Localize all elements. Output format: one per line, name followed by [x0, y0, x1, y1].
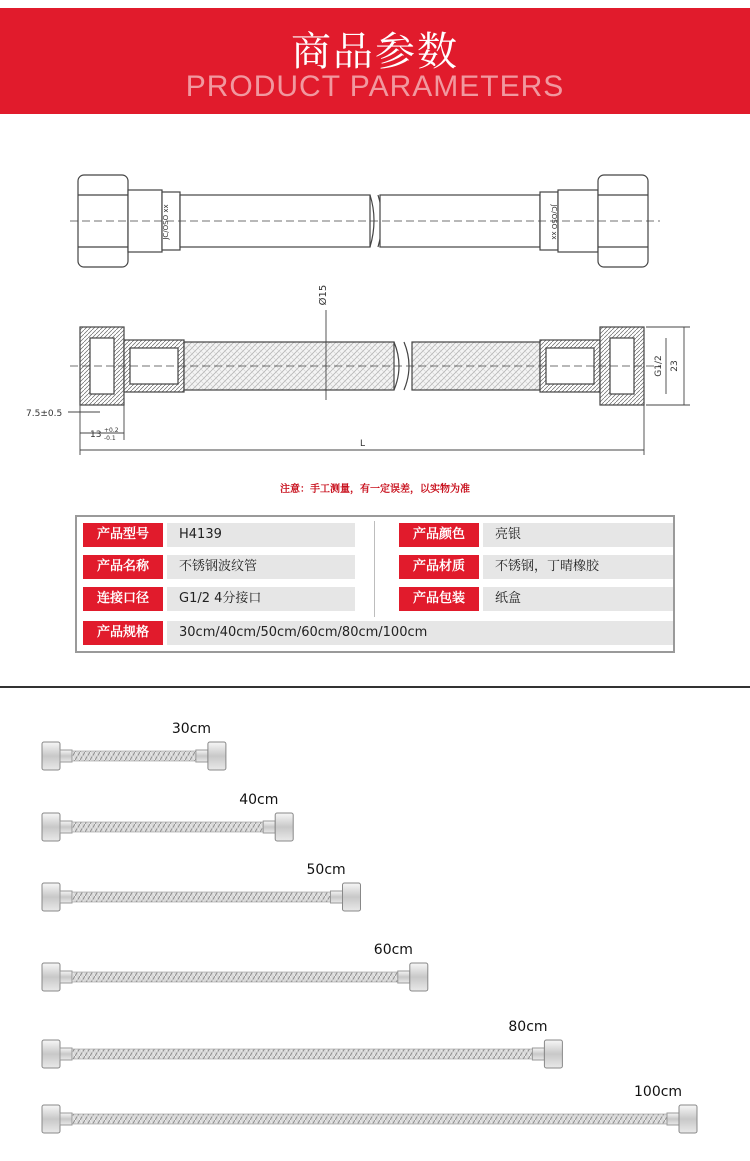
spec-value-material: 不锈钢，丁晴橡胶 [483, 555, 673, 579]
hose-length-label: 50cm [306, 862, 346, 878]
spec-label-connector: 连接口径 [83, 587, 163, 611]
hose-collar-left [60, 971, 72, 983]
hose-nut-right [679, 1105, 697, 1133]
hose-braid [72, 892, 331, 902]
hose-length-label: 30cm [171, 721, 212, 737]
hose-length-label: 40cm [239, 792, 279, 808]
hose-collar-left [60, 750, 72, 762]
hose-braid [72, 751, 196, 761]
hose-length-label: 80cm [508, 1019, 548, 1035]
outer-diameter-label: 23 [670, 360, 680, 372]
hose-100cm [42, 1105, 697, 1133]
hose-nut-right [410, 963, 428, 991]
hose-50cm [42, 883, 361, 911]
spec-value-connector: G1/2 4分接口 [167, 587, 355, 611]
nut-tol-down: -0.1 [104, 435, 116, 442]
hose-30cm [42, 742, 226, 770]
nut-tol-up: +0.2 [104, 427, 119, 434]
hose-nut-right [544, 1040, 562, 1068]
hose-nut-left [42, 813, 60, 841]
hose-length-label: 60cm [373, 942, 413, 958]
drawing-outer-view [70, 175, 660, 267]
hose-collar-right [331, 891, 343, 903]
length-label: L [360, 439, 366, 449]
spec-label-model: 产品型号 [83, 523, 163, 547]
hose-nut-right [275, 813, 293, 841]
hose-collar-right [667, 1113, 679, 1125]
spec-value-size: 30cm/40cm/50cm/60cm/80cm/100cm [167, 621, 673, 645]
nut-label: 13 [90, 430, 102, 440]
marking-left: JC/OSO xx [162, 204, 170, 240]
spec-label-package: 产品包装 [399, 587, 479, 611]
hose-nut-right [343, 883, 361, 911]
hose-nut-left [42, 742, 60, 770]
hose-braid [72, 1114, 667, 1124]
page-subtitle: PRODUCT PARAMETERS [185, 70, 565, 103]
hose-80cm [42, 1040, 562, 1068]
marking-right: JC/OSO xx [550, 204, 558, 240]
hose-collar-right [196, 750, 208, 762]
header-banner [0, 8, 750, 114]
spec-label-size: 产品规格 [83, 621, 163, 645]
hose-nut-left [42, 963, 60, 991]
hose-40cm [42, 813, 293, 841]
section-divider [0, 686, 750, 688]
spec-value-name: 不锈钢波纹管 [167, 555, 355, 579]
hose-60cm [42, 963, 428, 991]
spec-label-color: 产品颜色 [399, 523, 479, 547]
spec-value-color: 亮银 [483, 523, 673, 547]
hose-nut-left [42, 1040, 60, 1068]
hose-collar-left [60, 891, 72, 903]
diameter-label: Ø15 [318, 284, 329, 306]
hose-collar-right [532, 1048, 544, 1060]
hose-collar-left [60, 1048, 72, 1060]
hose-collar-right [398, 971, 410, 983]
page-title: 商品参数 [291, 29, 459, 75]
spec-table [75, 515, 675, 653]
hose-nut-left [42, 1105, 60, 1133]
spec-label-name: 产品名称 [83, 555, 163, 579]
hose-collar-right [263, 821, 275, 833]
spec-label-material: 产品材质 [399, 555, 479, 579]
drawing-section-view [70, 310, 660, 405]
hose-braid [72, 972, 398, 982]
measurement-note: 注意：手工测量，有一定误差，以实物为准 [280, 484, 470, 495]
hose-collar-left [60, 821, 72, 833]
table-divider [374, 521, 375, 617]
hose-nut-left [42, 883, 60, 911]
spec-value-package: 纸盒 [483, 587, 673, 611]
thread-label: G1/2 [654, 355, 664, 377]
hose-braid [72, 822, 263, 832]
hose-nut-right [208, 742, 226, 770]
technical-drawing [0, 150, 750, 470]
offset-label: 7.5±0.5 [26, 409, 63, 419]
hose-collar-left [60, 1113, 72, 1125]
hose-length-label: 100cm [634, 1084, 683, 1100]
spec-value-model: H4139 [167, 523, 355, 547]
hose-braid [72, 1049, 532, 1059]
